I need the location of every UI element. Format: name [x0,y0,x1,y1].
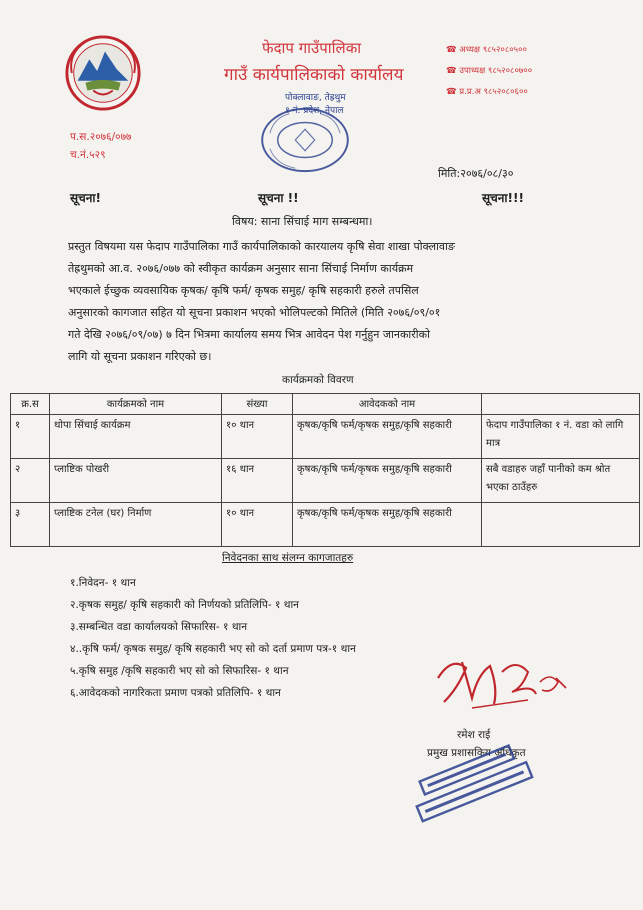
letterhead-address: पोक्लावाङ, तेह्रथुम [285,93,346,103]
attachment-item: ४..कृषि फर्म/ कृषक समुह/ कृषि सहकारी भए सो को दर्ता प्रमाण पत्र-१ थान [70,643,356,655]
cell-quantity: १० थान [222,503,293,547]
col-header-remarks [482,394,640,415]
table-row [11,459,640,503]
body-line: लागि यो सूचना प्रकाशन गरिएको छ। [68,350,212,363]
cell-sn: २ [11,459,50,503]
body-line: गते देखि २०७६/०९/०७) ७ दिन भित्रमा कार्यालय समय भित्र आवेदन पेश गर्नुहुन जानकारीको [68,328,430,341]
handwritten-signature [432,648,572,718]
phone-cao: ☎ प्र.प्र.अ ९८५२०८०६०० [446,87,528,97]
attachment-item: ५.कृषि समुह /कृषि सहकारी भए सो को सिफारिस- १ थान [70,665,289,677]
cell-program: प्लाष्टिक टनेल (घर) निर्माण [50,503,222,547]
attachment-item: ३.सम्बन्धित वडा कार्यालयको सिफारिस- १ थान [70,621,248,633]
col-header-sn: क्र.स [11,394,50,415]
body-line: प्रस्तुत विषयमा यस फेदाप गाउँपालिका गाउँ कार्यपालिकाको कारयालय कृषि सेवा शाखा पोक्लावाङ [68,240,455,253]
letterhead-municipality: फेदाप गाउँपालिका [262,39,362,57]
reference-ps: प.स.२०७६/०७७ [70,131,132,143]
program-table-title: कार्यक्रमको विवरण [282,374,354,386]
notice-heading-2: सूचना !! [258,191,299,205]
cell-program: थोपा सिंचाई कार्यक्रम [50,415,222,459]
cell-program: प्लाष्टिक पोखरी [50,459,222,503]
attachment-item: १.निवेदन- १ थान [70,577,136,589]
signatory-rubber-stamp [402,740,542,826]
body-line: तेह्रथुमको आ.व. २०७६/०७७ को स्वीकृत कार्यक्रम अनुसार साना सिंचाई निर्माण कार्यक्रम [68,262,414,275]
notice-heading-3: सूचना!!! [482,191,524,205]
cell-remarks [482,503,640,547]
phone-vice-chair: ☎ उपाध्यक्ष ९८५२०८०७०० [446,66,533,76]
body-line: अनुसारको कागजात सहित यो सूचना प्रकाशन भएको भोलिपल्टको मितिले (मिति २०७६/०९/०१ [68,306,441,319]
table-header-row [11,394,640,415]
cell-quantity: १६ थान [222,459,293,503]
cell-applicant: कृषक/कृषि फर्म/कृषक समुह/कृषि सहकारी [293,459,482,503]
cell-remarks: सबै वडाहरु जहाँ पानीको कम श्रोत भएका ठाउँहरु [482,459,640,503]
letterhead-office: गाउँ कार्यपालिकाको कार्यालय [224,65,404,85]
col-header-quantity: संख्या [222,394,293,415]
attachments-title: निवेदनका साथ संलग्न कागजातहरु [222,552,354,564]
notice-body [68,236,588,368]
attachment-item: २.कृषक समुह/ कृषि सहकारी को निर्णयको प्रतिलिपि- १ थान [70,599,300,611]
letterhead-province: १ नं. प्रदेश, नेपाल [285,106,344,116]
cell-quantity: १० थान [222,415,293,459]
reference-cn: च.नं.५२९ [70,149,106,161]
table-row [11,415,640,459]
table-row [11,503,640,547]
cell-applicant: कृषक/कृषि फर्म/कृषक समुह/कृषि सहकारी [293,503,482,547]
attachment-item: ६.आवेदकको नागरिकता प्रमाण पत्रको प्रतिलिपि- १ थान [70,687,281,699]
cell-remarks: फेदाप गाउँपालिका १ नं. वडा को लागि मात्र [482,415,640,459]
cell-applicant: कृषक/कृषि फर्म/कृषक समुह/कृषि सहकारी [293,415,482,459]
office-seal-stamp [256,104,354,176]
notice-subject: विषय: साना सिंचाई माग सम्बन्धमा। [232,215,373,228]
phone-chair: ☎ अध्यक्ष ९८५२०८०५०० [446,45,527,55]
cell-sn: ३ [11,503,50,547]
col-header-program: कार्यक्रमको नाम [50,394,222,415]
notice-date: मिति:२०७६/०८/३० [438,167,514,180]
col-header-applicant: आवेदकको नाम [293,394,482,415]
signatory-name: रमेश राई [457,729,491,741]
signatory-post: प्रमुख प्रशासकिय अधिकृत [427,747,526,759]
cell-sn: १ [11,415,50,459]
program-table [10,393,640,547]
body-line: भएकाले ईच्छुक व्यवसायिक कृषक/ कृषि फर्म/ कृषक समुह/ कृषि सहकारी हरुले तपसिल [68,284,419,297]
government-emblem-logo [64,34,142,112]
notice-heading-1: सूचना! [70,191,101,205]
